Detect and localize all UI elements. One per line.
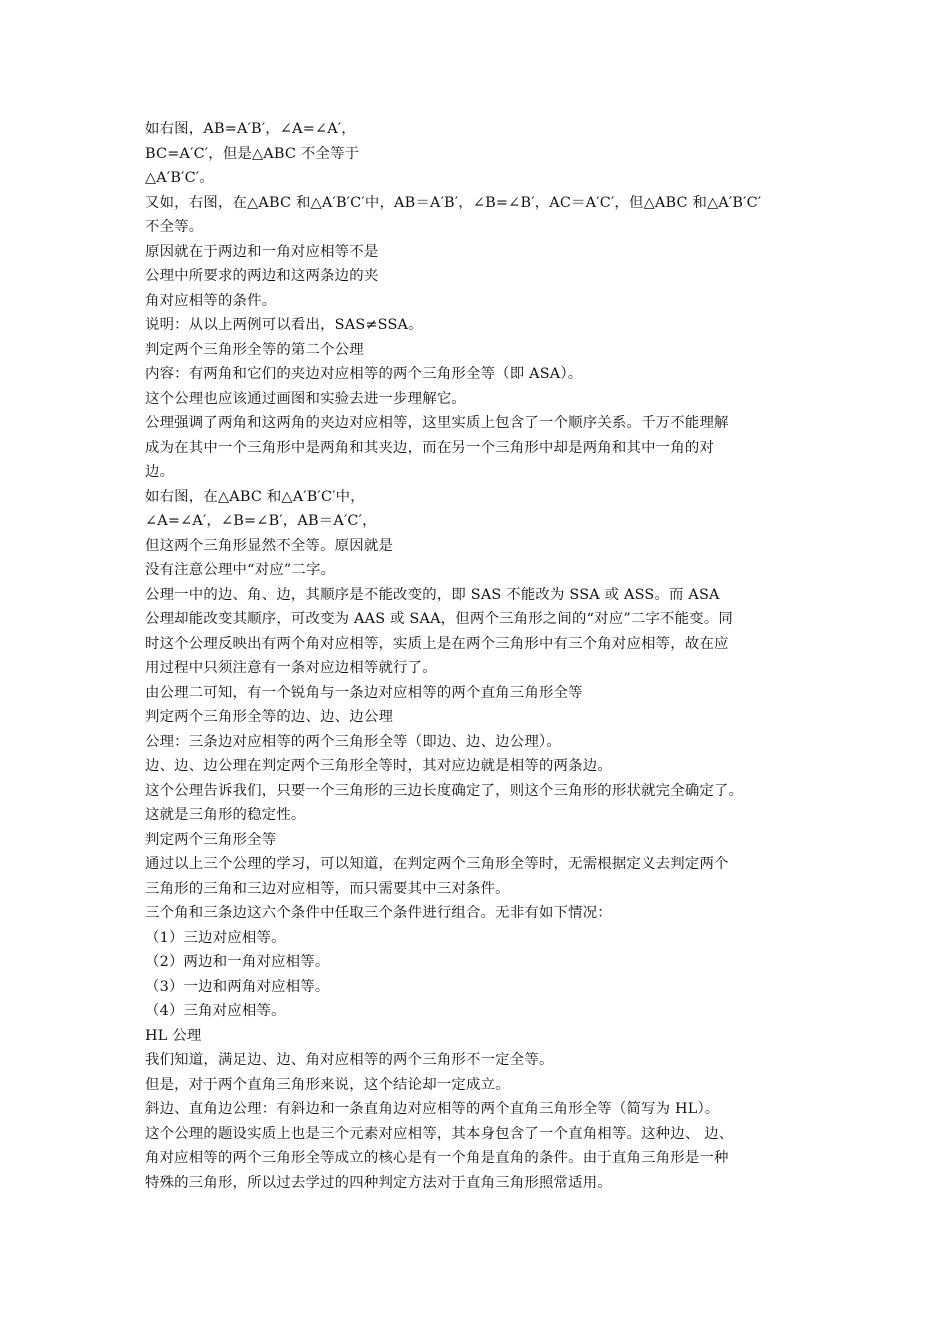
text-line: 时这个公理反映出有两个角对应相等，实质上是在两个三角形中有三个角对应相等，故在应 (145, 635, 729, 652)
text-line: 如右图，AB=A′B′，∠A=∠A′， (145, 121, 356, 137)
text-line: 边。 (145, 464, 175, 480)
text-line: 没有注意公理中“对应”二字。 (145, 562, 336, 578)
text-line: 说明：从以上两例可以看出，SAS≠SSA。 (145, 317, 423, 333)
text-line: 这个公理也应该通过画图和实验去进一步理解它。 (145, 390, 466, 407)
text-line: 又如，右图，在△ABC 和△A′B′C′中，AB＝A′B′，∠B=∠B′，AC＝A′C′，但△ABC 和△A′B′C′ (145, 194, 762, 211)
document-body (145, 117, 815, 1195)
text-line: 成为在其中一个三角形中是两角和其夹边，而在另一个三角形中却是两角和其中一角的对 (145, 439, 715, 456)
section-heading: 判定两个三角形全等 (145, 831, 277, 848)
text-line: 不全等。 (145, 219, 204, 235)
text-line: 这个公理的题设实质上也是三个元素对应相等，其本身包含了一个直角相等。这种边、 边、 (145, 1125, 734, 1142)
text-line: BC=A′C′，但是△ABC 不全等于 (145, 145, 360, 162)
text-line: 内容：有两角和它们的夹边对应相等的两个三角形全等（即 ASA）。 (145, 366, 583, 382)
text-line: 角对应相等的两个三角形全等成立的核心是有一个角是直角的条件。由于直角三角形是一种 (145, 1150, 729, 1166)
section-heading: 判定两个三角形全等的边、边、边公理 (145, 709, 394, 725)
text-line: 公理强调了两角和这两角的夹边对应相等，这里实质上包含了一个顺序关系。千万不能理解 (145, 415, 729, 431)
text-line: 但这两个三角形显然不全等。原因就是 (145, 537, 394, 554)
text-line: 特殊的三角形，所以过去学过的四种判定方法对于直角三角形照常适用。 (145, 1174, 612, 1191)
text-line: 但是，对于两个直角三角形来说，这个结论却一定成立。 (145, 1076, 510, 1093)
list-item: （4）三角对应相等。 (145, 1003, 286, 1019)
text-line: 三角形的三角和三边对应相等，而只需要其中三对条件。 (145, 880, 510, 897)
text-line: 斜边、直角边公理：有斜边和一条直角边对应相等的两个直角三角形全等（简写为 HL）。 (145, 1101, 720, 1117)
list-item: （1）三边对应相等。 (145, 929, 286, 946)
text-line: 原因就在于两边和一角对应相等不是 (145, 243, 379, 260)
section-heading: HL 公理 (145, 1027, 202, 1044)
text-line: 如右图，在△ABC 和△A′B′C′中， (145, 488, 365, 505)
text-line: 公理：三条边对应相等的两个三角形全等（即边、边、边公理）。 (145, 733, 561, 750)
text-line: 通过以上三个公理的学习，可以知道，在判定两个三角形全等时，无需根据定义去判定两个 (145, 856, 729, 872)
text-line: 边、边、边公理在判定两个三角形全等时，其对应边就是相等的两条边。 (145, 758, 612, 774)
text-line: 这就是三角形的稳定性。 (145, 807, 306, 823)
text-line: 角对应相等的条件。 (145, 292, 277, 309)
section-heading: 判定两个三角形全等的第二个公理 (145, 341, 364, 358)
text-line: △A′B′C′。 (145, 170, 214, 186)
text-line: 我们知道，满足边、边、角对应相等的两个三角形不一定全等。 (145, 1052, 554, 1068)
text-line: 公理却能改变其顺序，可改变为 AAS 或 SAA，但两个三角形之间的“对应”二字不能变。同 (145, 611, 734, 627)
list-item: （2）两边和一角对应相等。 (145, 954, 330, 970)
text-line: 公理一中的边、角、边，其顺序是不能改变的，即 SAS 不能改为 SSA 或 ASS。而 ASA (145, 586, 720, 603)
text-line: 这个公理告诉我们，只要一个三角形的三边长度确定了，则这个三角形的形状就完全确定了。 (145, 782, 744, 799)
list-item: （3）一边和两角对应相等。 (145, 978, 330, 995)
text-line: 三个角和三条边这六个条件中任取三个条件进行组合。无非有如下情况： (145, 905, 612, 921)
text-line: 用过程中只须注意有一条对应边相等就行了。 (145, 660, 437, 676)
text-line: 公理中所要求的两边和这两条边的夹 (145, 268, 379, 284)
text-line: ∠A=∠A′，∠B=∠B′，AB＝A′C′， (145, 513, 377, 529)
text-line: 由公理二可知，有一个锐角与一条边对应相等的两个直角三角形全等 (145, 684, 583, 701)
